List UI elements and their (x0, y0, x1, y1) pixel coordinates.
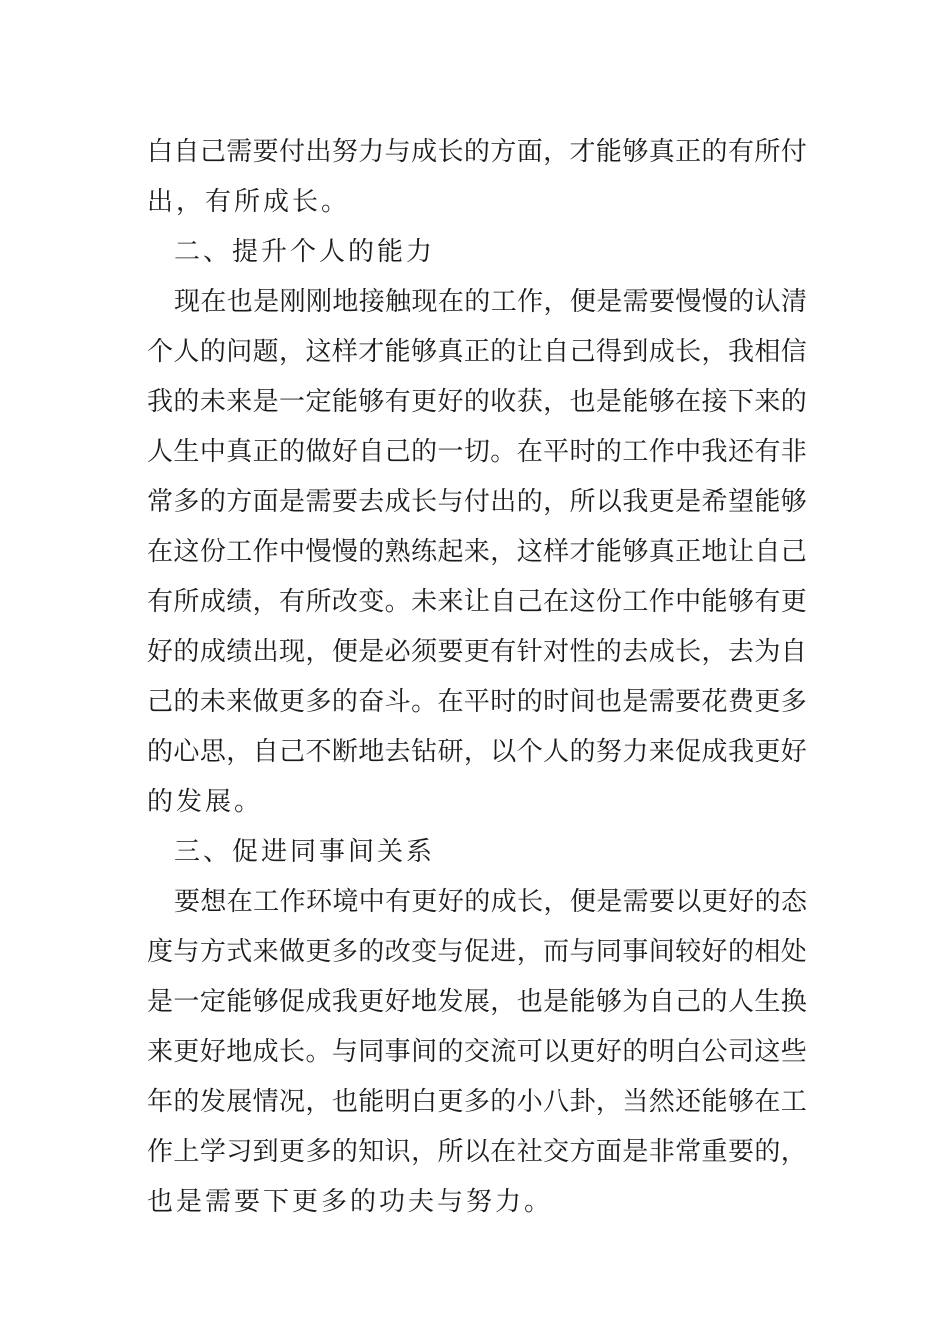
text-line-10: 有 所 成 绩 ， 有 所 改 变 。 未 来 让 自 己 在 这 份 工 作 中 能 够 有 更 (147, 587, 807, 617)
text-line-13: 的 心 思 ， 自 己 不 断 地 去 钻 研 ， 以 个 人 的 努 力 来 促 成 我 更 好 (147, 737, 807, 767)
text-line-9: 在 这 份 工 作 中 慢 慢 的 熟 练 起 来 ， 这 样 才 能 够 真 正 地 让 自 己 (147, 537, 807, 567)
text-line-1: 白 自 己 需 要 付 出 努 力 与 成 长 的 方 面 ， 才 能 够 真 正 的 有 所 付 (147, 137, 807, 167)
text-line-8: 常 多 的 方 面 是 需 要 去 成 长 与 付 出 的 ， 所 以 我 更 是 希 望 能 够 (147, 487, 807, 517)
text-line-18: 是 一 定 能 够 促 成 我 更 好 地 发 展 ， 也 是 能 够 为 自 己 的 人 生 换 (147, 987, 807, 1017)
text-line-19: 来 更 好 地 成 长 。 与 同 事 间 的 交 流 可 以 更 好 的 明 白 公 司 这 些 (147, 1037, 807, 1067)
section-heading-3: 三、促进同事间关系 (174, 837, 436, 867)
text-line-5: 个 人 的 问 题 ， 这 样 才 能 够 真 正 的 让 自 己 得 到 成 长 ， 我 相 信 (147, 337, 807, 367)
text-line-17: 度 与 方 式 来 做 更 多 的 改 变 与 促 进 ， 而 与 同 事 间 较 好 的 相 处 (147, 937, 807, 967)
text-line-4: 现 在 也 是 刚 刚 地 接 触 现 在 的 工 作 ， 便 是 需 要 慢 慢 的 认 清 (174, 287, 807, 317)
text-line-12: 己 的 未 来 做 更 多 的 奋 斗 。 在 平 时 的 时 间 也 是 需 要 花 费 更 多 (147, 687, 807, 717)
text-line-20: 年 的 发 展 情 况 ， 也 能 明 白 更 多 的 小 八 卦 ， 当 然 还 能 够 在 工 (147, 1087, 807, 1117)
text-line-2: 出，有所成长。 (147, 187, 351, 217)
text-line-6: 我 的 未 来 是 一 定 能 够 有 更 好 的 收 获 ， 也 是 能 够 在 接 下 来 的 (147, 387, 807, 417)
text-line-16: 要 想 在 工 作 环 境 中 有 更 好 的 成 长 ， 便 是 需 要 以 更 好 的 态 (174, 887, 807, 917)
section-heading-2: 二、提升个人的能力 (174, 237, 436, 267)
text-line-11: 好 的 成 绩 出 现 ， 便 是 必 须 要 更 有 针 对 性 的 去 成 长 ， 去 为 自 (147, 637, 807, 667)
text-line-14: 的发展。 (147, 787, 264, 817)
text-line-21: 作 上 学 习 到 更 多 的 知 识 ， 所 以 在 社 交 方 面 是 非 常 重 要 的 ， (147, 1137, 807, 1167)
text-line-22: 也是需要下更多的功夫与努力。 (147, 1187, 554, 1217)
text-line-7: 人 生 中 真 正 的 做 好 自 己 的 一 切 。 在 平 时 的 工 作 中 我 还 有 非 (147, 437, 807, 467)
